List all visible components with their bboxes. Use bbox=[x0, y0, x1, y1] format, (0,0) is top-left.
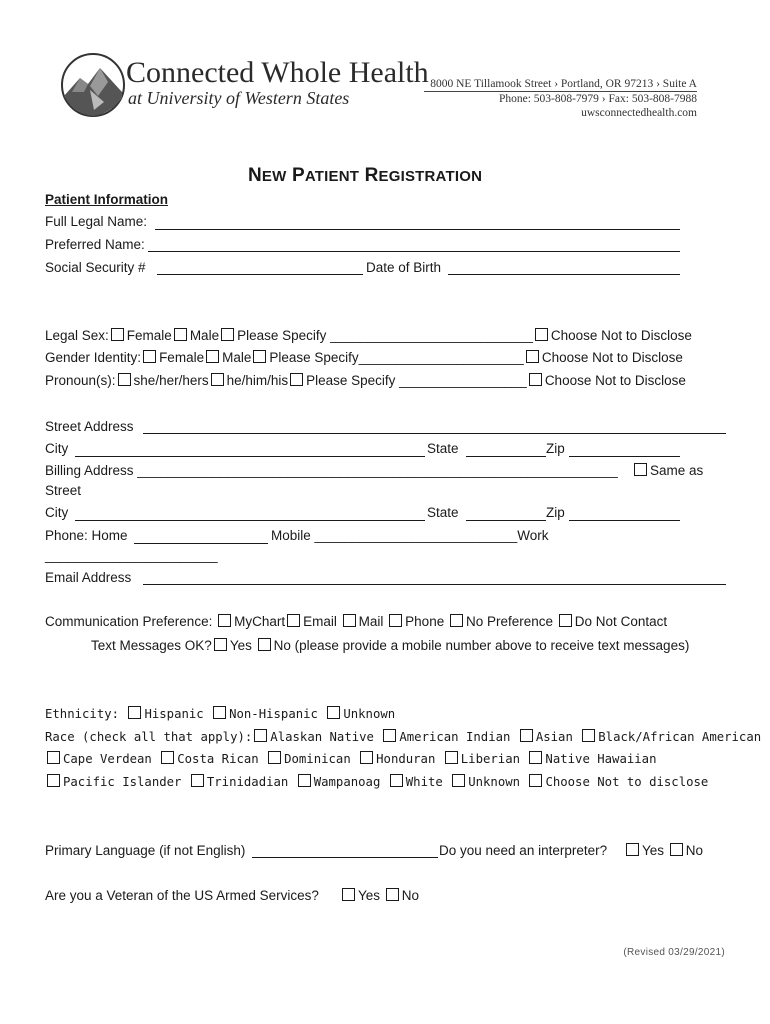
dob-field[interactable] bbox=[448, 274, 680, 275]
race-option: Native Hawaiian bbox=[545, 752, 657, 766]
female-checkbox[interactable] bbox=[143, 350, 156, 363]
race-row-2 bbox=[45, 751, 656, 766]
race-option: Pacific Islander bbox=[63, 775, 182, 789]
race-checkbox[interactable] bbox=[529, 774, 542, 787]
state-label-2: State bbox=[427, 505, 459, 520]
race-checkbox[interactable] bbox=[47, 774, 60, 787]
work-line[interactable]: _______________________ bbox=[45, 548, 218, 563]
zip-label: Zip bbox=[546, 441, 565, 456]
specify-label: Please Specify______________________ bbox=[269, 350, 524, 365]
specify-checkbox[interactable] bbox=[221, 328, 234, 341]
female-label: Female bbox=[159, 350, 205, 365]
same-as-street bbox=[632, 463, 703, 478]
city-field-2[interactable] bbox=[75, 520, 425, 521]
same-as-checkbox[interactable] bbox=[634, 463, 647, 476]
race-option: Liberian bbox=[460, 752, 521, 766]
interpreter-yes-checkbox[interactable] bbox=[626, 843, 639, 856]
zip-field[interactable] bbox=[569, 456, 680, 457]
not-disclose-checkbox[interactable] bbox=[535, 328, 548, 341]
phone-label: Phone bbox=[405, 614, 445, 629]
race-option: Costa Rican bbox=[177, 752, 259, 766]
race-checkbox[interactable] bbox=[520, 729, 533, 742]
legal-sex-row bbox=[45, 328, 692, 343]
race-label: Race (check all that apply): bbox=[45, 730, 253, 744]
pronouns-row bbox=[45, 373, 686, 388]
interpreter-options bbox=[624, 843, 703, 858]
primary-language-field[interactable] bbox=[252, 857, 438, 858]
race-checkbox[interactable] bbox=[529, 751, 542, 764]
race-option: American Indian bbox=[399, 730, 511, 744]
full-legal-name-field[interactable] bbox=[155, 229, 680, 230]
hispanic-checkbox[interactable] bbox=[128, 706, 141, 719]
communication-row bbox=[45, 614, 667, 629]
state-field[interactable] bbox=[466, 456, 546, 457]
city-label-2: City bbox=[45, 505, 69, 520]
state-field-2[interactable] bbox=[466, 520, 546, 521]
communication-label: Communication Preference: bbox=[45, 614, 213, 629]
veteran-label: Are you a Veteran of the US Armed Services? bbox=[45, 888, 319, 903]
veteran-yes-label: Yes bbox=[358, 888, 381, 903]
ssn-label: Social Security # bbox=[45, 260, 146, 275]
gender-row bbox=[45, 350, 683, 365]
veteran-no-checkbox[interactable] bbox=[386, 888, 399, 901]
race-checkbox[interactable] bbox=[452, 774, 465, 787]
hispanic-label: Hispanic bbox=[144, 707, 204, 721]
non-hispanic-label: Non-Hispanic bbox=[229, 707, 318, 721]
text-yes-label: Yes bbox=[229, 638, 252, 653]
specify-checkbox[interactable] bbox=[290, 373, 303, 386]
race-checkbox[interactable] bbox=[445, 751, 458, 764]
mobile-label: Mobile ___________________________Work bbox=[271, 528, 549, 543]
city-field[interactable] bbox=[75, 456, 425, 457]
race-option: Honduran bbox=[376, 752, 436, 766]
race-option: Wampanoag bbox=[313, 775, 381, 789]
race-option: Unknown bbox=[468, 775, 521, 789]
not-disclose-label: Choose Not to Disclose bbox=[550, 328, 692, 343]
female-label: Female bbox=[126, 328, 172, 343]
interpreter-no-label: No bbox=[685, 843, 704, 858]
email-label: Email Address bbox=[45, 570, 132, 585]
pronouns-label: Pronoun(s): bbox=[45, 373, 116, 388]
full-legal-name-label: Full Legal Name: bbox=[45, 214, 148, 229]
header-address: 8000 NE Tillamook Street › Portland, OR 97213 › Suite A bbox=[430, 78, 697, 90]
primary-language-label: Primary Language (if not English) bbox=[45, 843, 246, 858]
veteran-options bbox=[340, 888, 419, 903]
street-address-label: Street Address bbox=[45, 419, 134, 434]
phone-home-label: Phone: Home bbox=[45, 528, 128, 543]
org-name: Connected Whole Health bbox=[126, 56, 429, 89]
phone-home-field[interactable] bbox=[134, 543, 268, 544]
race-checkbox[interactable] bbox=[268, 751, 281, 764]
header-rule bbox=[424, 91, 697, 92]
race-checkbox[interactable] bbox=[360, 751, 373, 764]
race-checkbox[interactable] bbox=[254, 729, 267, 742]
race-checkbox[interactable] bbox=[383, 729, 396, 742]
phone-checkbox[interactable] bbox=[389, 614, 402, 627]
he-checkbox[interactable] bbox=[211, 373, 224, 386]
female-checkbox[interactable] bbox=[111, 328, 124, 341]
she-checkbox[interactable] bbox=[118, 373, 131, 386]
text-yes-checkbox[interactable] bbox=[214, 638, 227, 651]
header-phone: Phone: 503-808-7979 › Fax: 503-808-7988 bbox=[498, 93, 697, 105]
male-label: Male bbox=[222, 350, 252, 365]
specify-label: Please Specify _________________ bbox=[306, 373, 527, 388]
race-checkbox[interactable] bbox=[161, 751, 174, 764]
do-not-contact-label: Do Not Contact bbox=[574, 614, 668, 629]
race-checkbox[interactable] bbox=[191, 774, 204, 787]
veteran-no-label: No bbox=[401, 888, 420, 903]
mountain-logo bbox=[60, 52, 126, 118]
zip-field-2[interactable] bbox=[569, 520, 680, 521]
legal-sex-label: Legal Sex: bbox=[45, 328, 109, 343]
she-label: she/her/hers bbox=[133, 373, 209, 388]
text-messages-row bbox=[91, 638, 689, 653]
mychart-label: MyChart bbox=[234, 614, 286, 629]
race-option: Asian bbox=[535, 730, 573, 744]
non-hispanic-checkbox[interactable] bbox=[213, 706, 226, 719]
text-no-label: No (please provide a mobile number above to receive text messages) bbox=[273, 638, 690, 653]
do-not-contact-checkbox[interactable] bbox=[559, 614, 572, 627]
not-disclose-checkbox[interactable] bbox=[526, 350, 539, 363]
billing-address-label: Billing Address ________________________________________________________________ bbox=[45, 463, 618, 478]
text-no-checkbox[interactable] bbox=[258, 638, 271, 651]
race-row-1 bbox=[45, 729, 761, 744]
ethnicity-unknown-label: Unknown bbox=[343, 707, 396, 721]
race-option: Alaskan Native bbox=[270, 730, 374, 744]
not-disclose-checkbox[interactable] bbox=[529, 373, 542, 386]
same-as-label: Same as bbox=[650, 463, 704, 478]
he-label: he/him/his bbox=[226, 373, 289, 388]
page-title: NEW PATIENT REGISTRATION bbox=[248, 165, 483, 186]
race-option: White bbox=[405, 775, 443, 789]
city-label: City bbox=[45, 441, 69, 456]
race-checkbox[interactable] bbox=[298, 774, 311, 787]
street-word: Street bbox=[45, 483, 82, 498]
revised-date: (Revised 03/29/2021) bbox=[623, 947, 725, 958]
ethnicity-label: Ethnicity: bbox=[45, 707, 120, 721]
specify-label: Please Specify ___________________________ bbox=[237, 328, 533, 343]
race-row-3 bbox=[45, 774, 708, 789]
preferred-name-label: Preferred Name: bbox=[45, 237, 145, 252]
text-messages-label: Text Messages OK? bbox=[91, 638, 212, 653]
email-option-label: Email bbox=[303, 614, 337, 629]
ssn-field[interactable] bbox=[157, 274, 363, 275]
mail-checkbox[interactable] bbox=[343, 614, 356, 627]
no-preference-label: No Preference bbox=[465, 614, 554, 629]
race-checkbox[interactable] bbox=[390, 774, 403, 787]
zip-label-2: Zip bbox=[546, 505, 565, 520]
race-option: Black/African American bbox=[598, 730, 762, 744]
race-option: Dominican bbox=[284, 752, 351, 766]
dob-label: Date of Birth bbox=[366, 260, 442, 275]
section-heading: Patient Information bbox=[45, 192, 169, 207]
interpreter-no-checkbox[interactable] bbox=[670, 843, 683, 856]
not-disclose-label: Choose Not to Disclose bbox=[544, 373, 686, 388]
race-option: Cape Verdean bbox=[63, 752, 152, 766]
interpreter-yes-label: Yes bbox=[642, 843, 665, 858]
not-disclose-label: Choose Not to Disclose bbox=[541, 350, 683, 365]
header-website: uwsconnectedhealth.com bbox=[581, 107, 697, 119]
state-label: State bbox=[427, 441, 459, 456]
mychart-checkbox[interactable] bbox=[218, 614, 231, 627]
race-option: Choose Not to disclose bbox=[545, 775, 709, 789]
interpreter-label: Do you need an interpreter? bbox=[439, 843, 608, 858]
specify-checkbox[interactable] bbox=[253, 350, 266, 363]
race-option: Trinidadian bbox=[206, 775, 289, 789]
veteran-yes-checkbox[interactable] bbox=[342, 888, 355, 901]
male-checkbox[interactable] bbox=[206, 350, 219, 363]
gender-label: Gender Identity: bbox=[45, 350, 142, 365]
email-field[interactable] bbox=[143, 584, 726, 585]
ethnicity-row bbox=[45, 706, 395, 721]
male-label: Male bbox=[189, 328, 220, 343]
street-address-field[interactable] bbox=[143, 433, 726, 434]
race-checkbox[interactable] bbox=[582, 729, 595, 742]
email-checkbox[interactable] bbox=[287, 614, 300, 627]
male-checkbox[interactable] bbox=[174, 328, 187, 341]
no-preference-checkbox[interactable] bbox=[450, 614, 463, 627]
ethnicity-unknown-checkbox[interactable] bbox=[327, 706, 340, 719]
race-checkbox[interactable] bbox=[47, 751, 60, 764]
org-subtitle: at University of Western States bbox=[128, 88, 350, 108]
mail-label: Mail bbox=[358, 614, 384, 629]
preferred-name-field[interactable] bbox=[148, 251, 680, 252]
